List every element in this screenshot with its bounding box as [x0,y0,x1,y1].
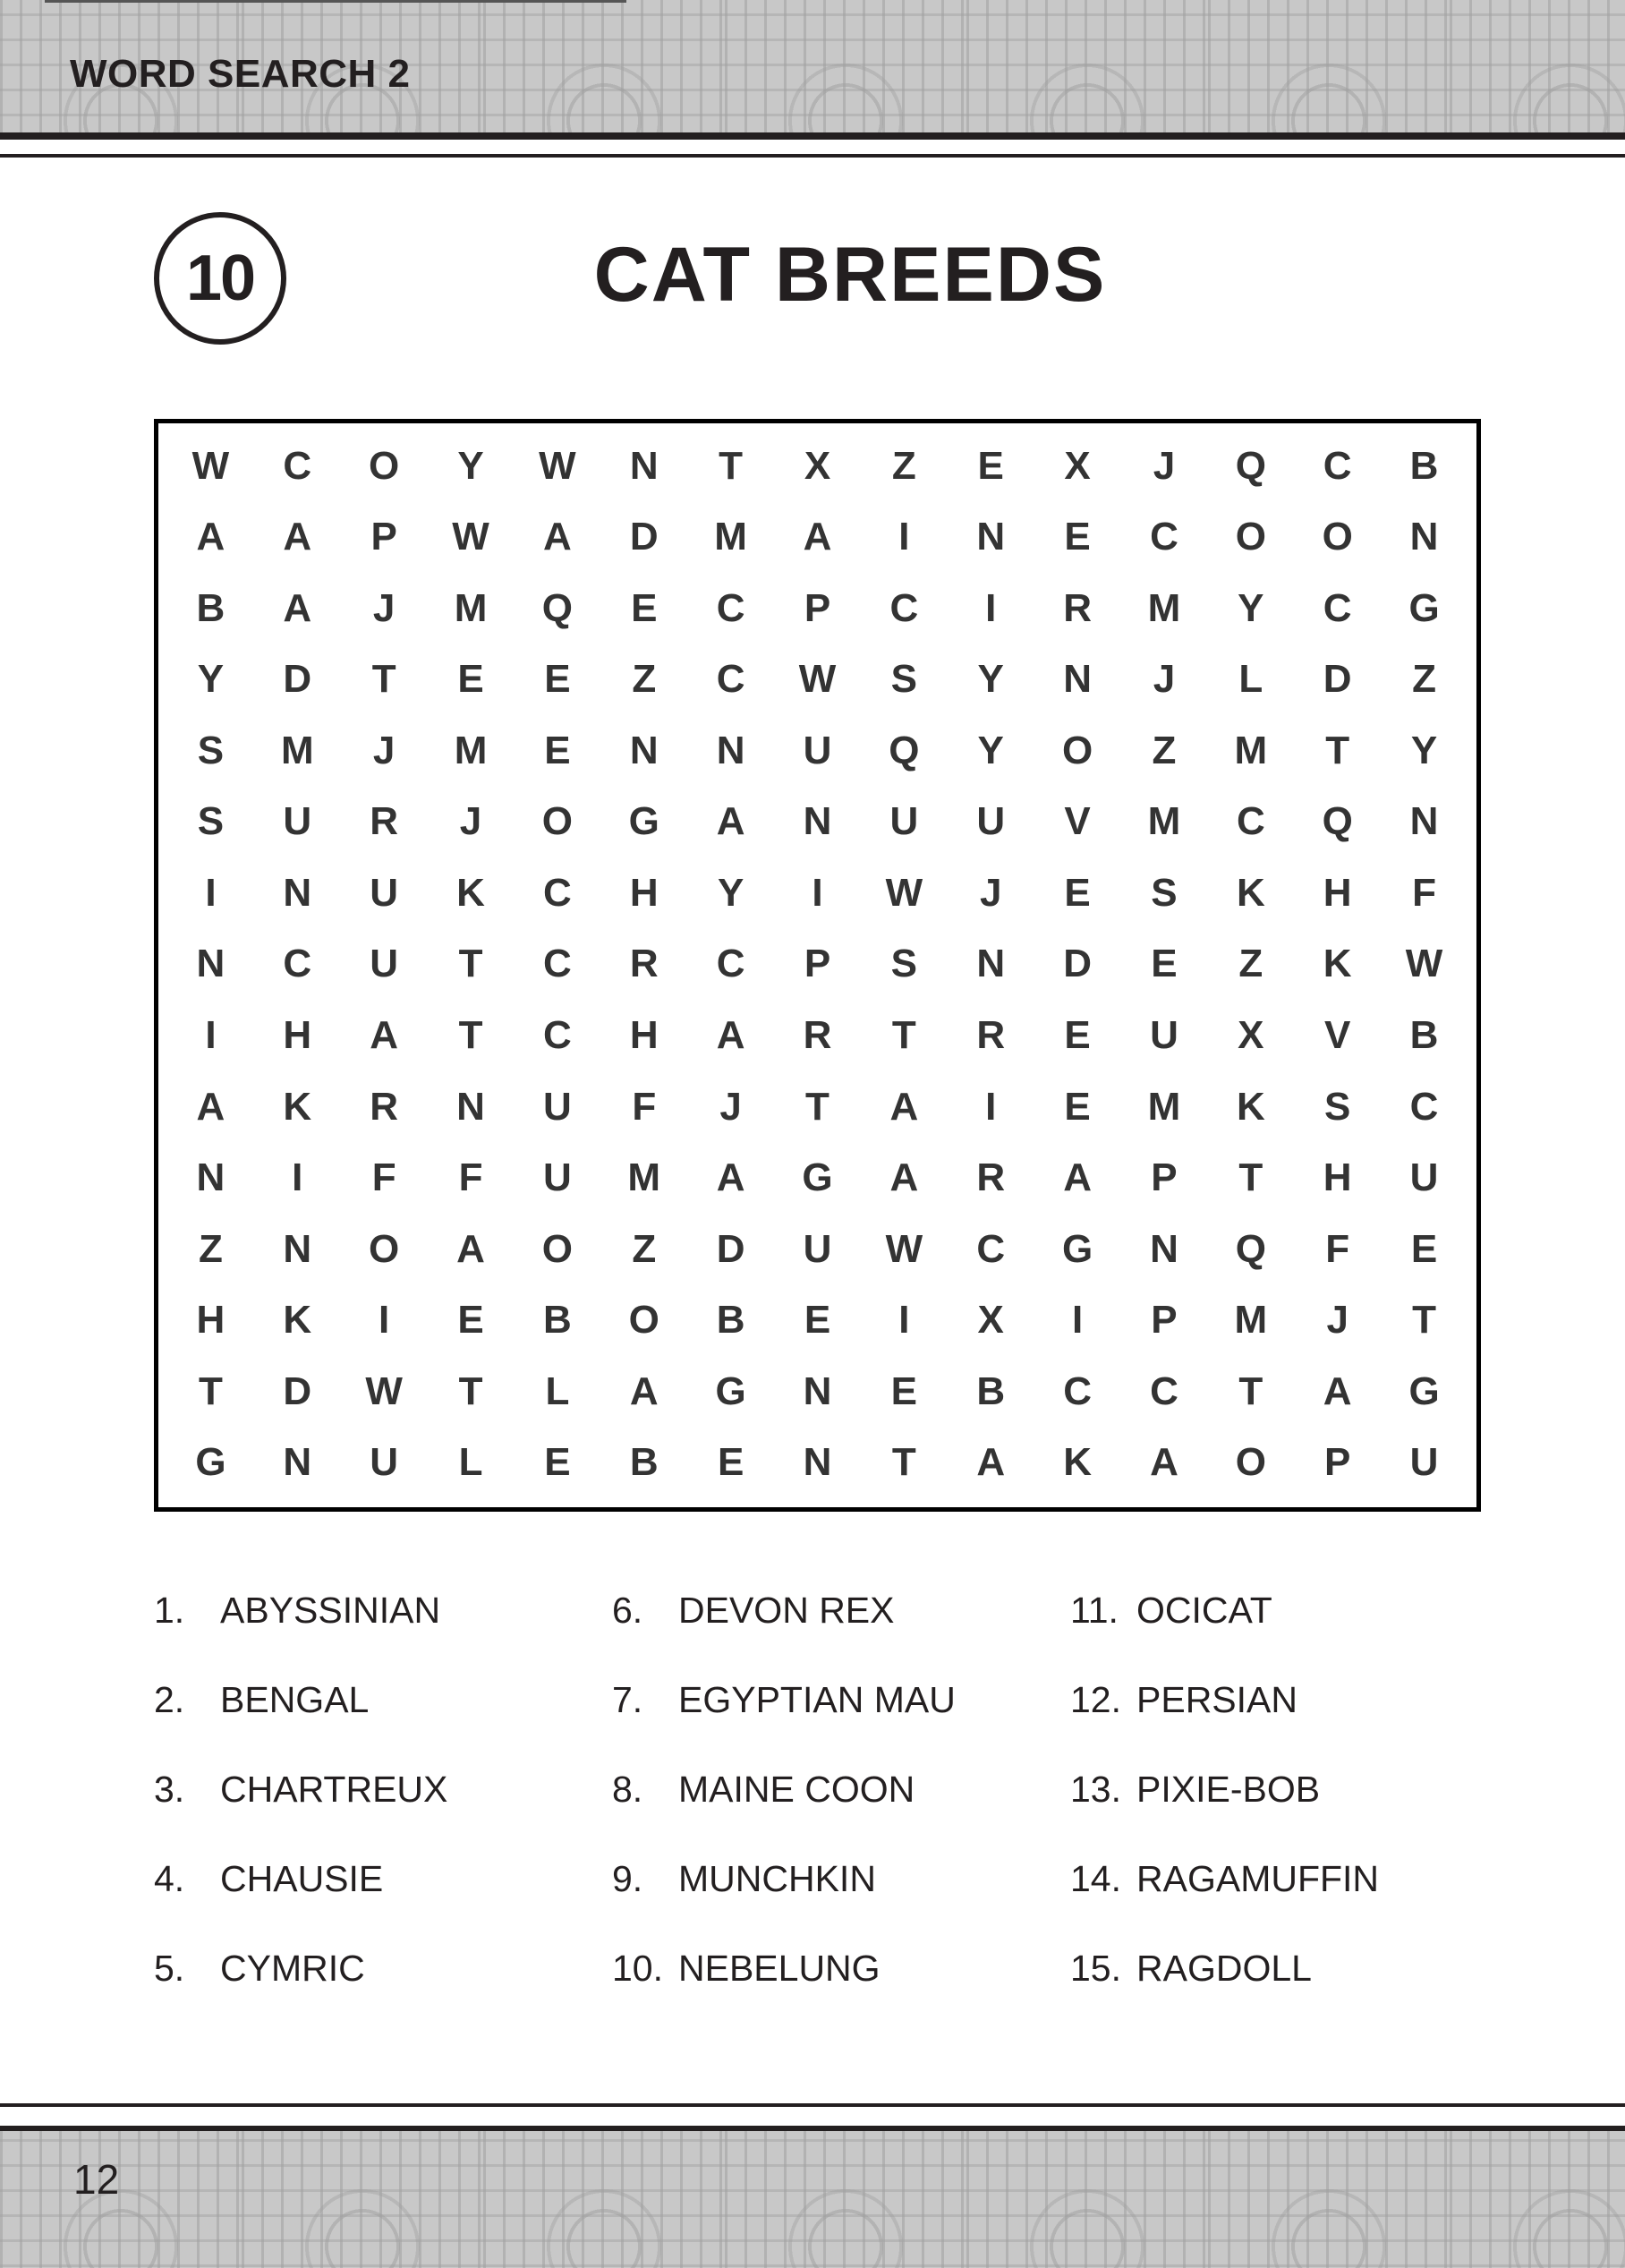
grid-cell[interactable]: O [628,1298,659,1343]
grid-cell[interactable]: N [196,942,225,986]
word-number: 2. [154,1679,185,1720]
grid-cell[interactable]: A [716,1013,745,1058]
grid-cell[interactable]: T [1238,1368,1263,1413]
grid-cell[interactable]: H [1323,870,1352,915]
grid-cell[interactable]: C [543,1013,572,1058]
word-list-item [612,1948,1070,2037]
grid-cell[interactable]: A [543,515,572,559]
grid-cell[interactable]: A [803,515,832,559]
grid-cell[interactable]: Z [198,1226,223,1271]
grid-cell[interactable]: A [370,1013,399,1058]
grid-cell[interactable]: C [716,585,745,630]
word-number: 14. [1070,1858,1121,1899]
grid-cell[interactable]: Y [457,443,484,488]
grid-cell[interactable]: X [1064,443,1091,488]
grid-cell[interactable]: A [283,585,312,630]
grid-cell[interactable]: D [1063,942,1092,986]
grid-cell[interactable]: F [458,1155,483,1200]
grid-cell[interactable]: I [812,870,823,915]
grid-cell[interactable]: A [629,1368,659,1413]
grid-cell[interactable]: T [458,1368,483,1413]
word-number: 3. [154,1769,185,1810]
puzzle-number-badge [154,212,286,345]
grid-cell[interactable]: J [459,799,482,844]
grid-cell[interactable]: T [371,657,396,702]
grid-cell[interactable]: Y [1410,728,1438,772]
grid-cell[interactable]: N [1409,515,1439,559]
grid-cell[interactable]: E [977,443,1004,488]
grid-cell[interactable]: C [716,942,745,986]
grid-cell[interactable]: C [1323,443,1352,488]
grid-cell[interactable]: R [1063,585,1092,630]
grid-cell[interactable]: I [379,1298,390,1343]
grid-cell[interactable]: S [197,799,225,844]
grid-cell[interactable]: N [976,515,1006,559]
grid-cell[interactable]: P [804,585,831,630]
grid-cell[interactable]: C [716,657,745,702]
grid-cell[interactable]: X [977,1298,1004,1343]
grid-cell[interactable]: N [456,1084,485,1129]
grid-cell[interactable]: T [891,1013,916,1058]
grid-cell[interactable]: J [719,1084,742,1129]
grid-cell[interactable]: O [1061,728,1093,772]
grid-cell[interactable]: Q [1235,1226,1266,1271]
grid-cell[interactable]: M [454,585,488,630]
grid-cell[interactable]: E [1064,1084,1091,1129]
grid-cell[interactable]: Q [1322,799,1353,844]
grid-cell[interactable]: A [716,1155,745,1200]
grid-cell[interactable]: C [1236,799,1265,844]
page-number: 12 [73,2156,120,2203]
grid-cell[interactable]: F [1325,1226,1350,1271]
grid-cell[interactable]: T [458,942,483,986]
grid-cell[interactable]: D [629,515,659,559]
grid-cell[interactable]: V [1064,799,1091,844]
grid-cell[interactable]: Y [197,657,225,702]
word-text: MUNCHKIN [678,1858,876,1899]
word-text: NEBELUNG [678,1948,881,1989]
grid-cell[interactable]: E [457,1298,484,1343]
word-text: BENGAL [220,1679,370,1720]
grid-cell[interactable]: B [196,585,225,630]
grid-cell[interactable]: E [1064,1013,1091,1058]
grid-cell[interactable]: U [543,1084,572,1129]
grid-cell[interactable]: N [1409,799,1439,844]
grid-cell[interactable]: Y [977,657,1004,702]
grid-cell[interactable]: P [1324,1440,1351,1485]
grid-cell[interactable]: I [205,870,217,915]
word-list-item [154,1590,612,1679]
grid-cell[interactable]: D [716,1226,745,1271]
grid-cell[interactable]: C [889,585,919,630]
grid-cell[interactable]: F [1412,870,1436,915]
grid-cell[interactable]: O [1235,515,1266,559]
grid-cell[interactable]: N [283,1226,312,1271]
grid-cell[interactable]: C [1063,1368,1092,1413]
word-text: PIXIE-BOB [1136,1769,1321,1810]
grid-cell[interactable]: A [196,515,225,559]
word-number: 12. [1070,1679,1121,1720]
word-number: 15. [1070,1948,1121,1989]
grid-cell[interactable]: N [1063,657,1092,702]
grid-cell[interactable]: I [1071,1298,1084,1343]
footer-divider-thick [0,2126,1625,2131]
grid-cell[interactable]: J [1153,443,1176,488]
grid-cell[interactable]: W [365,1368,403,1413]
grid-cell[interactable]: C [283,942,312,986]
word-number: 10. [612,1948,663,1989]
word-number: 9. [612,1858,643,1899]
grid-cell[interactable]: Z [891,443,916,488]
grid-cell[interactable]: W [885,1226,923,1271]
grid-cell[interactable]: N [803,799,832,844]
grid-cell[interactable]: U [370,870,399,915]
grid-cell[interactable]: E [804,1298,831,1343]
word-list-item [1070,1679,1478,1769]
grid-cell[interactable]: T [458,1013,483,1058]
grid-cell[interactable]: M [1234,728,1268,772]
word-text: CHARTREUX [220,1769,448,1810]
grid-cell[interactable]: I [898,515,910,559]
word-number: 13. [1070,1769,1121,1810]
word-search-grid [154,419,1481,1512]
word-list-item [1070,1590,1478,1679]
grid-cell[interactable]: U [543,1155,572,1200]
word-list-item [1070,1858,1478,1948]
grid-cell[interactable]: A [889,1155,919,1200]
grid-cell[interactable]: A [1323,1368,1352,1413]
grid-cell[interactable]: U [803,1226,832,1271]
grid-cell[interactable]: Y [1238,585,1264,630]
word-list-item [154,1948,612,2037]
word-list-item [612,1769,1070,1858]
grid-cell[interactable]: T [719,443,744,488]
word-number: 1. [154,1590,185,1631]
grid-cell[interactable]: Q [1235,443,1266,488]
grid-cell[interactable]: T [198,1368,223,1413]
grid-cell[interactable]: X [1238,1013,1264,1058]
grid-cell[interactable]: F [371,1155,396,1200]
grid-cell[interactable]: M [714,515,747,559]
grid-cell[interactable]: K [1236,870,1265,915]
puzzle-title: CAT BREEDS [593,232,1107,318]
grid-cell[interactable]: S [890,942,918,986]
word-list-item [1070,1769,1478,1858]
grid-cell[interactable]: M [454,728,488,772]
word-number: 7. [612,1679,643,1720]
grid-cell[interactable]: G [1408,585,1440,630]
grid-cell[interactable]: W [452,515,489,559]
grid-cell[interactable]: K [1236,1084,1265,1129]
grid-cell[interactable]: P [370,515,397,559]
grid-cell[interactable]: E [1064,515,1091,559]
grid-cell[interactable]: C [976,1226,1006,1271]
grid-cell[interactable]: G [628,799,659,844]
grid-cell[interactable]: R [370,799,399,844]
word-list-item [1070,1948,1478,2037]
grid-cell[interactable]: U [976,799,1006,844]
grid-cell[interactable]: K [283,1298,312,1343]
word-list-item [612,1590,1070,1679]
grid-cell[interactable]: V [1324,1013,1351,1058]
grid-cell[interactable]: M [1234,1298,1268,1343]
grid-cell[interactable]: E [544,728,571,772]
grid-cell[interactable]: U [1409,1155,1439,1200]
grid-cell[interactable]: Q [541,585,573,630]
grid-cell[interactable]: C [1409,1084,1439,1129]
grid-cell[interactable]: S [1151,870,1178,915]
grid-cell[interactable]: C [1150,1368,1178,1413]
grid-cell[interactable]: N [803,1440,832,1485]
grid-cell[interactable]: E [457,657,484,702]
grid-cell[interactable]: A [196,1084,225,1129]
grid-cell[interactable]: W [539,443,576,488]
word-number: 6. [612,1590,643,1631]
grid-cell[interactable]: R [976,1013,1006,1058]
grid-cell[interactable]: D [283,657,312,702]
grid-cell[interactable]: B [976,1368,1006,1413]
word-list-item [154,1769,612,1858]
grid-cell[interactable]: K [456,870,485,915]
grid-cell[interactable]: G [802,1155,833,1200]
grid-cell[interactable]: Z [632,1226,657,1271]
grid-cell[interactable]: A [716,799,745,844]
grid-cell[interactable]: N [629,728,659,772]
grid-cell[interactable]: U [370,942,399,986]
grid-cell[interactable]: G [715,1368,746,1413]
grid-cell[interactable]: N [629,443,659,488]
grid-cell[interactable]: U [370,1440,399,1485]
word-text: MAINE COON [678,1769,915,1810]
grid-cell[interactable]: K [283,1084,312,1129]
grid-cell[interactable]: L [1238,657,1263,702]
grid-cell[interactable]: Z [1238,942,1263,986]
grid-cell[interactable]: P [1151,1298,1178,1343]
grid-cell[interactable]: U [803,728,832,772]
word-list-item [612,1679,1070,1769]
word-list-item [154,1858,612,1948]
word-text: OCICAT [1136,1590,1272,1631]
grid-cell[interactable]: J [372,728,396,772]
word-list-item [154,1679,612,1769]
grid-cell[interactable]: N [283,870,312,915]
grid-cell[interactable]: U [1409,1440,1439,1485]
grid-cell[interactable]: M [280,728,314,772]
grid-cell[interactable]: E [1410,1226,1438,1271]
grid-cell[interactable]: C [283,443,312,488]
grid-cell[interactable]: H [1323,1155,1352,1200]
word-number: 4. [154,1858,185,1899]
grid-cell[interactable]: X [804,443,831,488]
grid-cell[interactable]: I [205,1013,217,1058]
header-divider-thin [0,154,1625,158]
word-list [154,1590,1478,2001]
grid-cell[interactable]: B [1409,443,1439,488]
grid-cell[interactable]: L [458,1440,483,1485]
grid-cell[interactable]: E [631,585,658,630]
grid-cell[interactable]: R [629,942,659,986]
grid-cell[interactable]: H [629,1013,659,1058]
grid-cell[interactable]: J [1326,1298,1348,1343]
grid-cell[interactable]: A [889,1084,919,1129]
grid-cell[interactable]: Z [1412,657,1436,702]
grid-cell[interactable]: O [369,443,400,488]
grid-cell[interactable]: A [456,1226,485,1271]
grid-cell[interactable]: O [541,1226,573,1271]
word-text: RAGDOLL [1136,1948,1312,1989]
grid-cell[interactable]: O [541,799,573,844]
footer-pattern-band [0,2126,1625,2268]
grid-cell[interactable]: I [898,1298,910,1343]
grid-cell[interactable]: Z [1152,728,1177,772]
grid-cell[interactable]: E [544,657,571,702]
word-text: EGYPTIAN MAU [678,1679,956,1720]
grid-cell[interactable]: N [976,942,1006,986]
grid-cell[interactable]: J [372,585,396,630]
grid-cell[interactable]: A [1150,1440,1178,1485]
grid-cell[interactable]: E [544,1440,571,1485]
grid-cell[interactable]: T [1238,1155,1263,1200]
word-number: 11. [1070,1590,1119,1631]
puzzle-number: 10 [185,243,255,314]
grid-cell[interactable]: I [292,1155,303,1200]
grid-cell[interactable]: R [803,1013,832,1058]
word-number: 8. [612,1769,643,1810]
grid-cell[interactable]: H [629,870,659,915]
grid-cell[interactable]: P [804,942,831,986]
grid-cell[interactable]: G [195,1440,226,1485]
grid-cell[interactable]: C [1323,585,1352,630]
word-text: ABYSSINIAN [220,1590,441,1631]
grid-cell[interactable]: E [1151,942,1178,986]
grid-cell[interactable]: R [370,1084,399,1129]
grid-cell[interactable]: W [191,443,230,488]
grid-cell[interactable]: T [805,1084,830,1129]
grid-cell[interactable]: P [1151,1155,1178,1200]
grid-cell[interactable]: U [1150,1013,1178,1058]
grid-cell[interactable]: I [985,585,997,630]
grid-cell[interactable]: T [1325,728,1350,772]
grid-cell[interactable]: D [1323,657,1352,702]
grid-cell[interactable]: Y [717,870,744,915]
grid-cell[interactable]: G [1061,1226,1093,1271]
footer-divider-thin [0,2103,1625,2107]
grid-cell[interactable]: K [1063,1440,1092,1485]
grid-cell[interactable]: M [1147,1084,1181,1129]
header-top-line [45,0,626,3]
grid-cell[interactable]: W [1405,942,1443,986]
grid-cell[interactable]: E [717,1440,744,1485]
grid-cell[interactable]: J [1153,657,1176,702]
grid-cell[interactable]: N [283,1440,312,1485]
grid-cell[interactable]: O [1322,515,1353,559]
grid-cell[interactable]: C [543,870,572,915]
grid-cell[interactable]: S [890,657,918,702]
grid-cell[interactable]: H [196,1298,225,1343]
grid-cell[interactable]: I [985,1084,997,1129]
grid-cell[interactable]: L [545,1368,570,1413]
grid-cell[interactable]: D [283,1368,312,1413]
grid-cell[interactable]: S [197,728,225,772]
grid-cell[interactable]: B [543,1298,572,1343]
grid-cell[interactable]: W [798,657,837,702]
grid-cell[interactable]: B [629,1440,659,1485]
word-text: DEVON REX [678,1590,895,1631]
grid-cell[interactable]: N [196,1155,225,1200]
grid-cell[interactable]: M [627,1155,661,1200]
word-text: RAGAMUFFIN [1136,1858,1380,1899]
grid-cell[interactable]: N [1150,1226,1178,1271]
grid-cell[interactable]: A [283,515,312,559]
word-number: 5. [154,1948,185,1989]
grid-cell[interactable]: C [543,942,572,986]
grid-cell[interactable]: W [885,870,923,915]
grid-cell[interactable]: K [1323,942,1352,986]
word-list-item [612,1858,1070,1948]
grid-cell[interactable]: T [1412,1298,1436,1343]
grid-cell[interactable]: C [1150,515,1178,559]
grid-cell[interactable]: M [1147,585,1181,630]
grid-cell[interactable]: M [1147,799,1181,844]
grid-cell[interactable]: U [283,799,312,844]
grid-cell[interactable]: U [889,799,919,844]
book-title: WORD SEARCH 2 [70,52,411,96]
grid-cell[interactable]: O [369,1226,400,1271]
grid-cell[interactable]: O [1235,1440,1266,1485]
grid-cell[interactable]: S [1324,1084,1351,1129]
grid-cell[interactable]: G [1408,1368,1440,1413]
grid-cell[interactable]: F [632,1084,657,1129]
word-text: CYMRIC [220,1948,365,1989]
word-text: CHAUSIE [220,1858,384,1899]
grid-cell[interactable]: Q [889,728,920,772]
grid-cell[interactable]: N [803,1368,832,1413]
grid-cell[interactable]: H [283,1013,312,1058]
grid-cell[interactable]: A [976,1440,1006,1485]
grid-cell[interactable]: T [891,1440,916,1485]
grid-cell[interactable]: J [979,870,1002,915]
grid-cell[interactable]: R [976,1155,1006,1200]
grid-cell[interactable]: N [716,728,745,772]
grid-cell[interactable]: Y [977,728,1004,772]
grid-cell[interactable]: Z [632,657,657,702]
grid-cell[interactable]: E [890,1368,918,1413]
header-divider-thick [0,132,1625,140]
grid-cell[interactable]: E [1064,870,1091,915]
grid-cell[interactable]: A [1063,1155,1092,1200]
grid-cell[interactable]: B [716,1298,745,1343]
grid-cell[interactable]: B [1409,1013,1439,1058]
word-text: PERSIAN [1136,1679,1297,1720]
